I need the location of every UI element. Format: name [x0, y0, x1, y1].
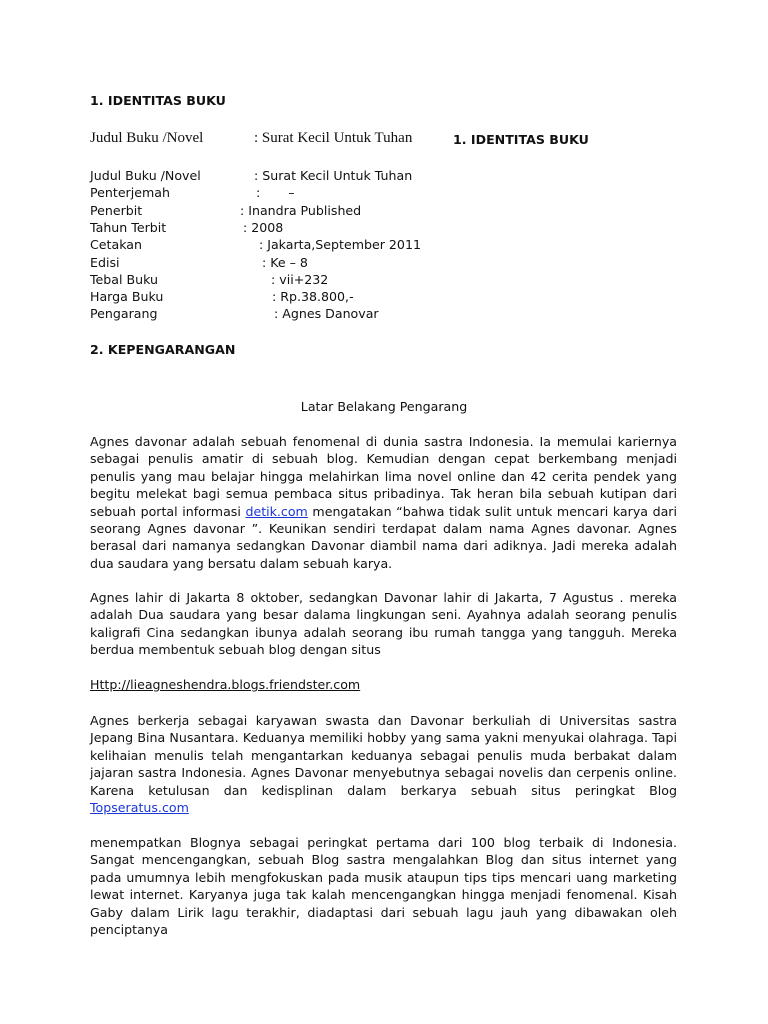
paragraph-1-text-before: Agnes davonar adalah sebuah fenomenal di dunia sastra Indonesia. Ia memulai kariernya sebagai penulis amatir di sebuah blog. Kemudian dengan cepat berkembang menjadi penulis yang mau belajar hingga melahirkan lima novel online dan 42 cerita pendek yang begitu melekat bagi semua pembaca situs pribadinya. Tak heran bila sebuah kutipan dari sebuah portal informasi	[90, 434, 677, 519]
identity-value: : Inandra Published	[240, 203, 362, 218]
identity-value: : Jakarta,September 2011	[259, 237, 421, 252]
identity-label: Tebal Buku	[90, 272, 159, 287]
paragraph-4: menempatkan Blognya sebagai peringkat pertama dari 100 blog terbaik di Indonesia. Sangat mencengangkan, sebuah Blog sastra mengalahkan Blog dan situs internet yang pada umumnya lebih mengfokuskan pada musik ataupun tips tips mencari uang marketing lewat internet. Karyanya juga tak kalah mencengangkan hingga menjadi fenomenal. Kisah Gaby dalam Lirik lagu terakhir, diadaptasi dari sebuah lagu jauh yang dibawakan oleh penciptanya	[90, 835, 677, 938]
subheading	[0, 399, 768, 414]
identity-value: : –	[256, 185, 295, 200]
identity-label: Harga Buku	[90, 289, 164, 304]
paragraph-2: Agnes lahir di Jakarta 8 oktober, sedangkan Davonar lahir di Jakarta, 7 Agustus . mereka adalah Dua saudara yang besar dalama lingkungan seni. Ayahnya adalah seorang penulis kaligrafi Cina sedangkan ibunya adalah seorang ibu rumah tangga yang tangguh. Mereka berdua membentuk sebuah blog dengan situs	[90, 590, 677, 658]
identity-label: Judul Buku /Novel	[90, 168, 201, 183]
serif-title-value: : Surat Kecil Untuk Tuhan	[254, 130, 413, 146]
identity-label: Penerbit	[90, 203, 143, 218]
paragraph-3	[90, 712, 677, 816]
identity-label: Tahun Terbit	[90, 220, 167, 235]
detik-link[interactable]: detik.com	[245, 503, 308, 519]
identity-value: : 2008	[243, 220, 284, 235]
identity-value: : vii+232	[271, 272, 329, 287]
identity-label: Cetakan	[90, 237, 142, 252]
paragraph-1	[90, 433, 677, 572]
identity-label: Edisi	[90, 255, 120, 270]
topseratus-link[interactable]: Topseratus.com	[90, 800, 189, 816]
paragraph-3-text: Agnes berkerja sebagai karyawan swasta dan Davonar berkuliah di Universitas sastra Jepang Bina Nusantara. Keduanya memiliki hobby yang sama yakni menyukai olahraga. Tapi kelihaian menulis telah mengantarkan keduanya sebagai penulis muda berbakat dalam jajaran sastra Indonesia. Agnes Davonar menyebutnya sebagai novelis dan cerpenis online. Karena ketulusan dan kedisplinan dalam berkarya sebuah situs peringkat Blog	[90, 713, 677, 798]
identity-value: : Agnes Danovar	[274, 306, 379, 321]
section1-title: 1. IDENTITAS BUKU	[90, 93, 226, 108]
friendster-url-link[interactable]: Http://lieagneshendra.blogs.friendster.com	[90, 677, 361, 692]
subheading-text: Latar Belakang Pengarang	[300, 399, 468, 414]
section1-title-repeat: 1. IDENTITAS BUKU	[453, 132, 589, 147]
identity-value: : Surat Kecil Untuk Tuhan	[254, 168, 413, 183]
identity-label: Pengarang	[90, 306, 158, 321]
paragraph-1-text-after: mengatakan “bahwa tidak sulit untuk mencari karya dari seorang Agnes davonar ”. Keunikan sendiri terdapat dalam nama Agnes davonar. Agnes berasal dari namanya sedangkan Davonar diambil nama dari adiknya. Jadi mereka adalah dua saudara yang bersatu dalam sebuah karya.	[90, 503, 677, 571]
identity-label: Penterjemah	[90, 185, 170, 200]
serif-title-label: Judul Buku /Novel	[90, 130, 204, 146]
identity-value: : Rp.38.800,-	[272, 289, 354, 304]
section2-title: 2. KEPENGARANGAN	[90, 342, 236, 357]
identity-value: : Ke – 8	[262, 255, 308, 270]
